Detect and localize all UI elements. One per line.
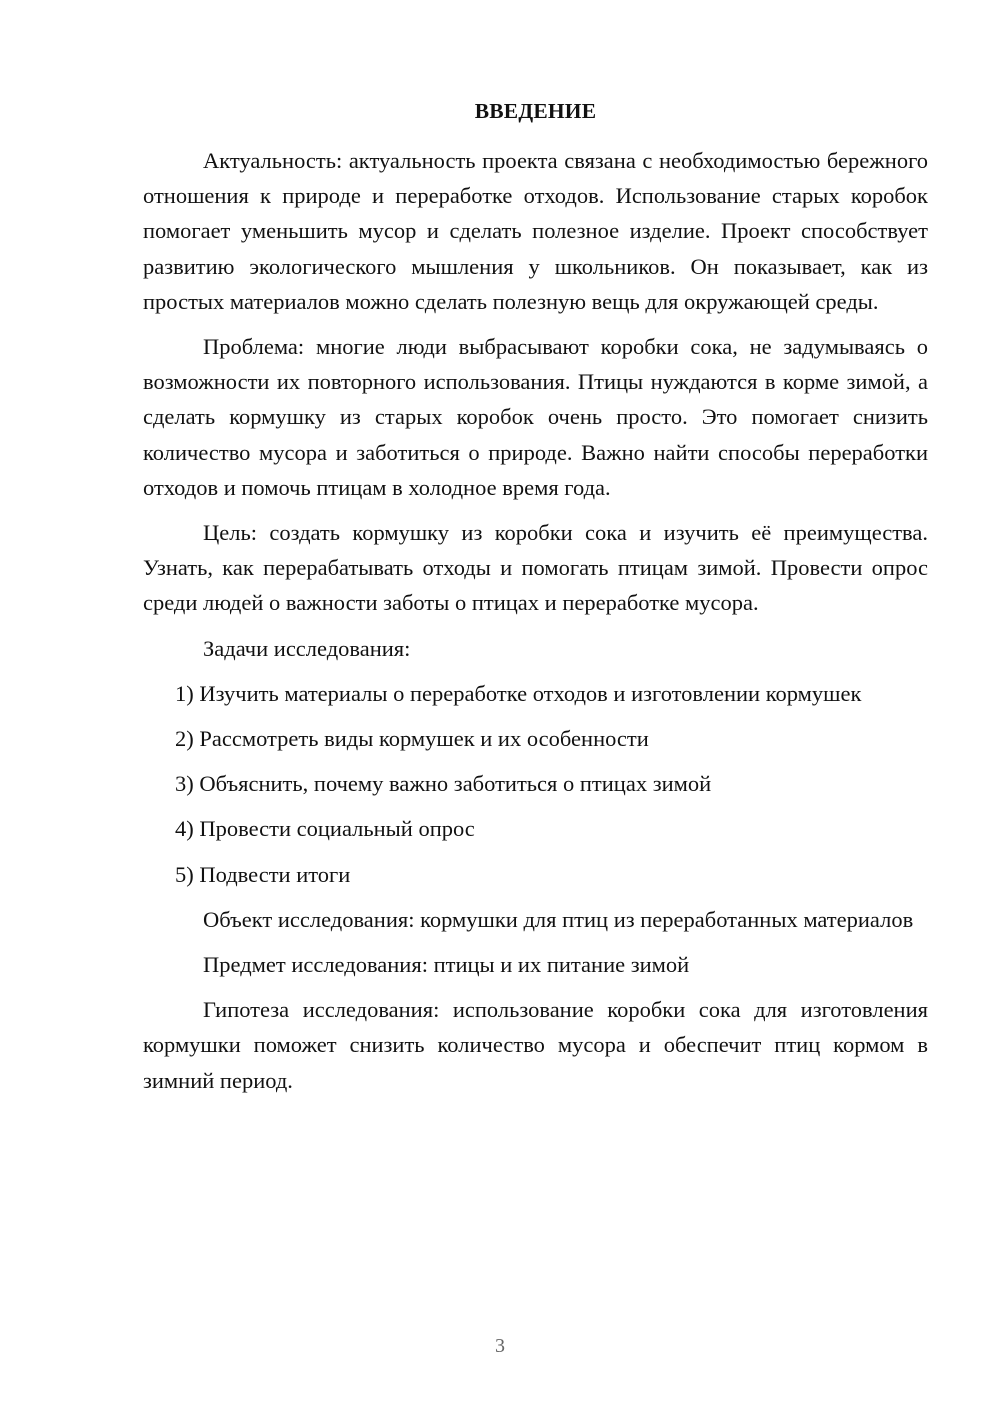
hypothesis-paragraph: Гипотеза исследования: использование коробки сока для изготовления кормушки поможет снизить количество мусора и обеспечит птиц кормом в зимний период. (143, 997, 928, 1093)
task-item: 1) Изучить материалы о переработке отходов и изготовлении кормушек (175, 680, 862, 706)
task-item: 4) Провести социальный опрос (175, 816, 475, 842)
document-body (143, 143, 928, 1098)
task-item: 2) Рассмотреть виды кормушек и их особенности (175, 726, 649, 752)
object-paragraph: Объект исследования: кормушки для птиц из переработанных материалов (203, 906, 914, 932)
section-title: ВВЕДЕНИЕ (474, 99, 597, 123)
relevance-paragraph: Актуальность: актуальность проекта связана с необходимостью бережного отношения к природе и переработке отходов. Использование старых коробок помогает уменьшить мусор и сделать полезное изделие. Проект способствует развитию экологического мышления у школьников. Он показывает, как из простых материалов можно сделать полезную вещь для окружающей среды. (143, 148, 928, 314)
tasks-heading: Задачи исследования: (203, 635, 411, 661)
page-number: 3 (495, 1335, 505, 1357)
problem-paragraph: Проблема: многие люди выбрасывают коробки сока, не задумываясь о возможности их повторного использования. Птицы нуждаются в корме зимой, а сделать кормушку из старых коробок очень просто. Это помогает снизить количество мусора и заботиться о природе. Важно найти способы переработки отходов и помочь птицам в холодное время года. (143, 334, 928, 500)
subject-paragraph: Предмет исследования: птицы и их питание зимой (203, 952, 690, 978)
task-item: 5) Подвести итоги (175, 861, 351, 887)
goal-paragraph: Цель: создать кормушку из коробки сока и изучить её преимущества. Узнать, как перерабатывать отходы и помогать птицам зимой. Провести опрос среди людей о важности заботы о птицах и переработке мусора. (143, 520, 928, 616)
task-item: 3) Объяснить, почему важно заботиться о птицах зимой (175, 771, 712, 797)
